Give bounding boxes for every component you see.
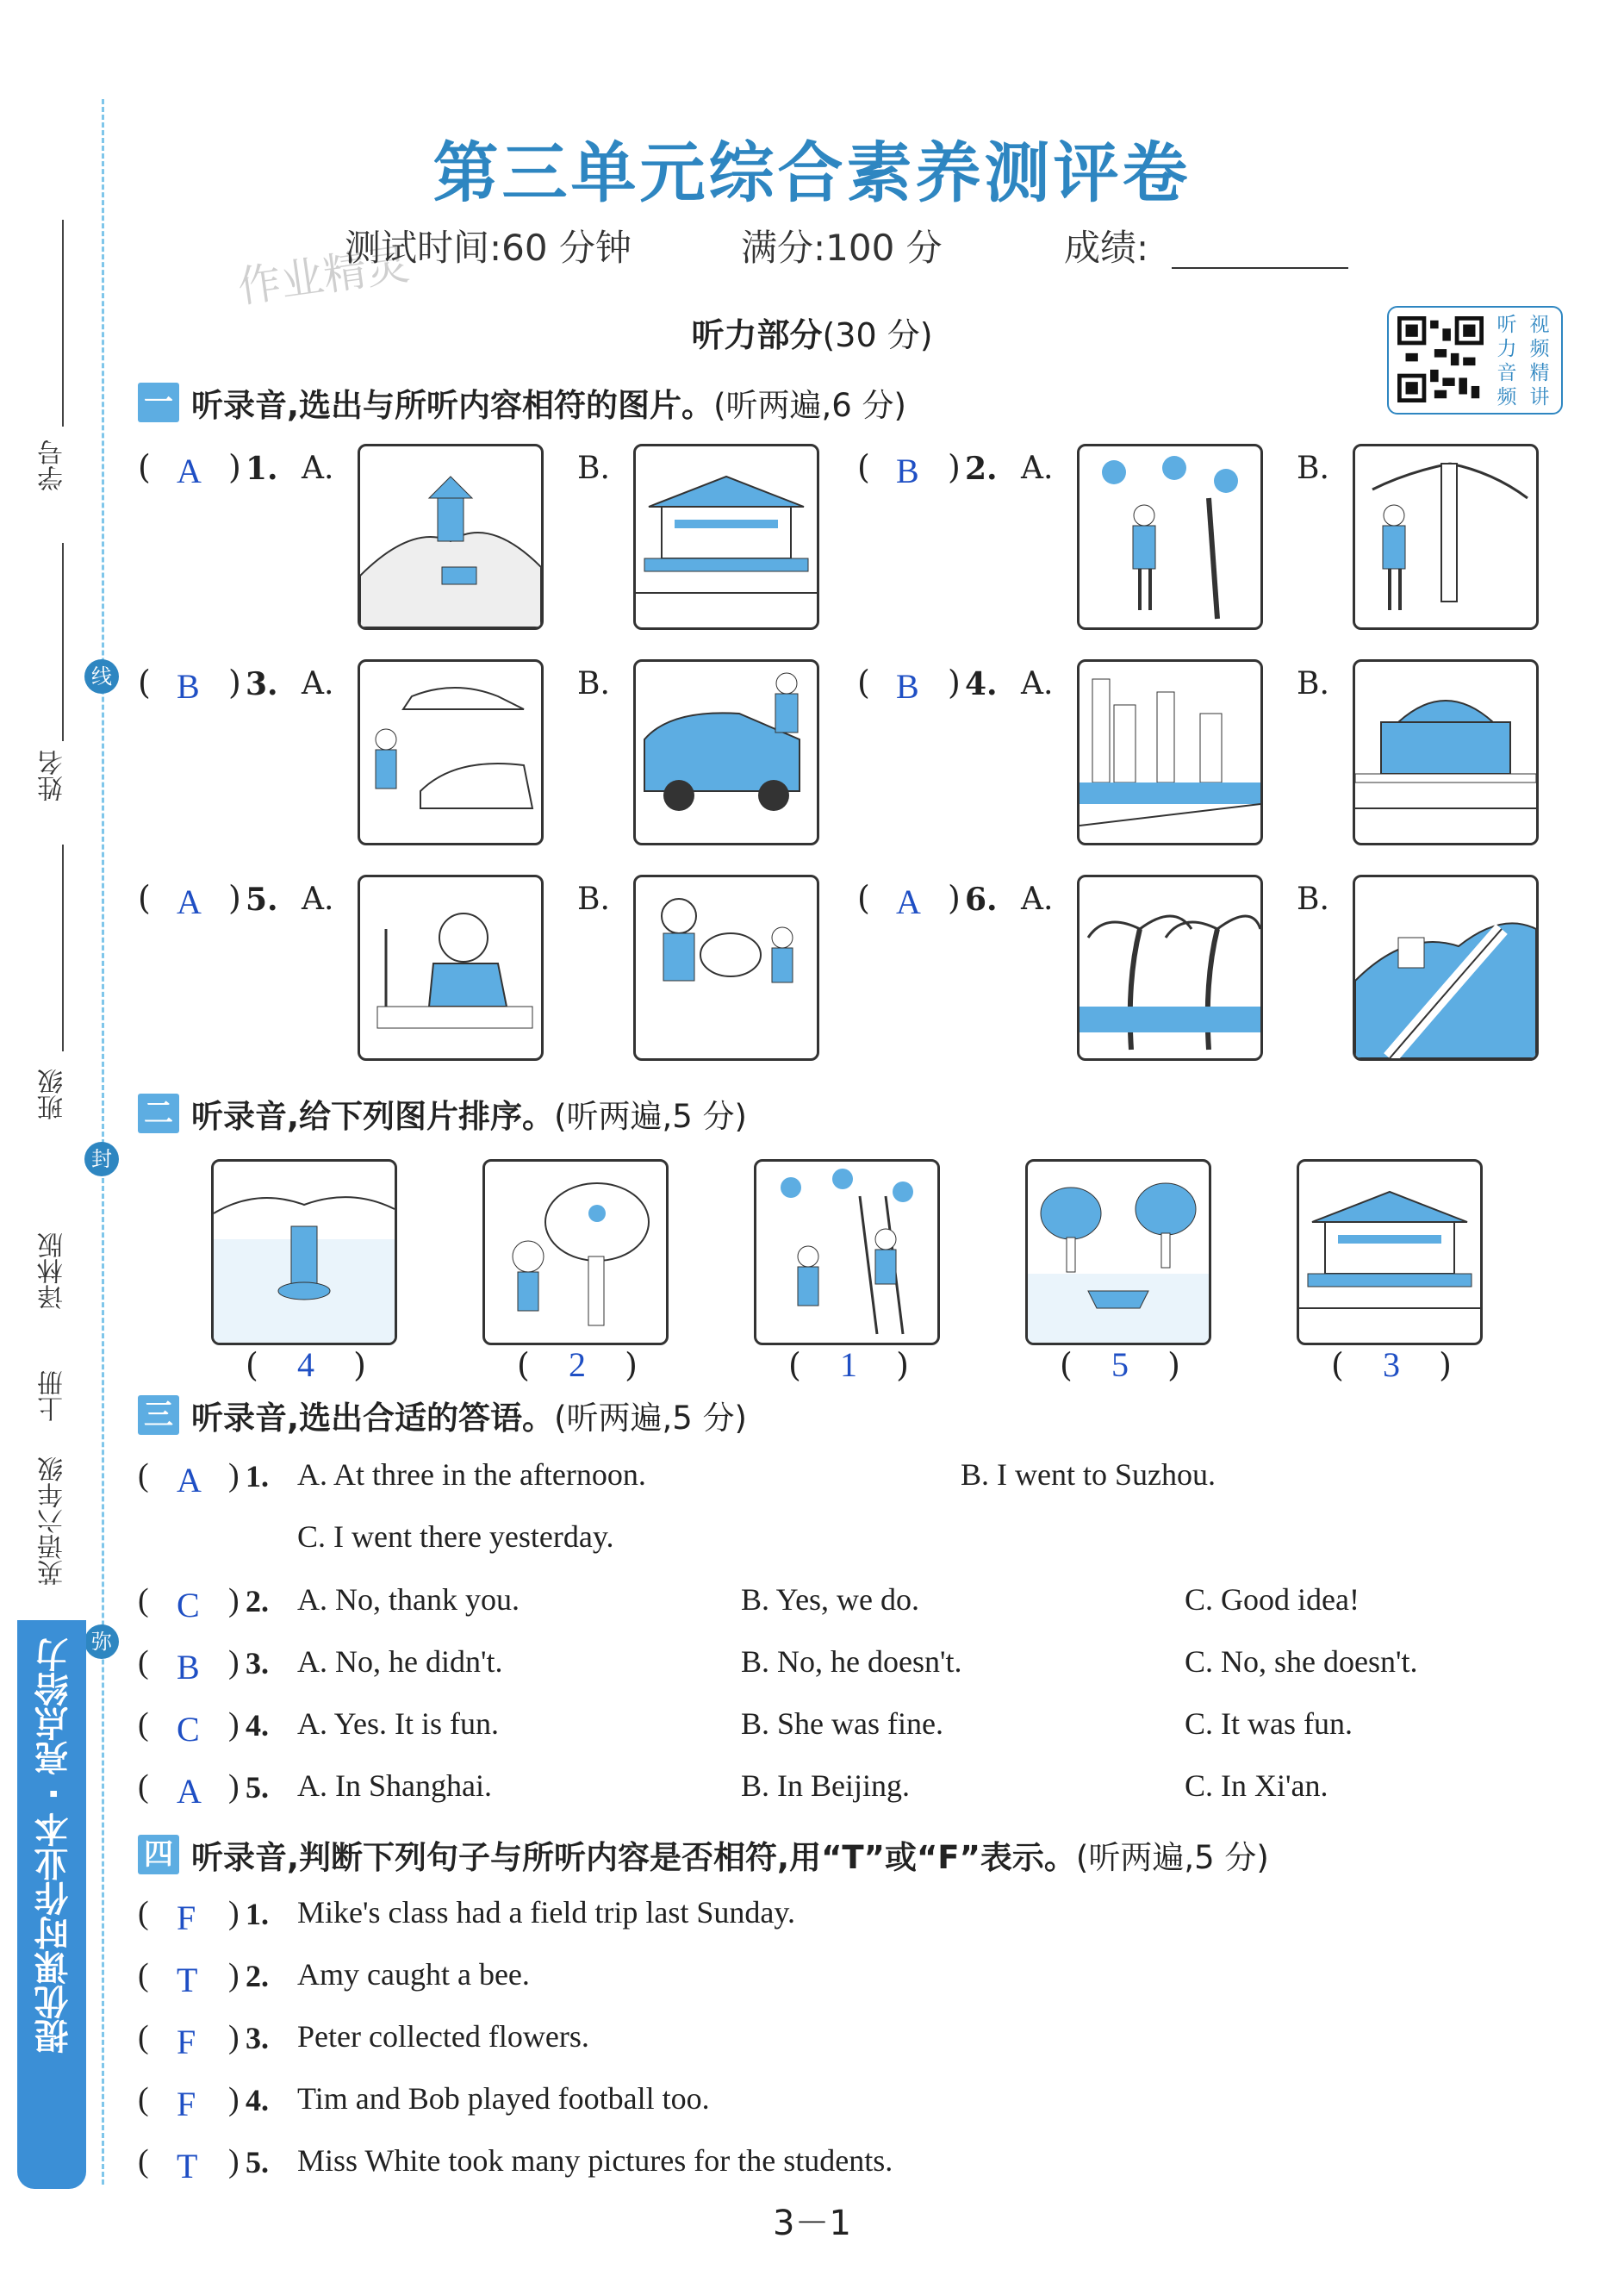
lake-pagoda-icon (214, 1162, 395, 1343)
question-number: 2. (246, 1959, 269, 1993)
question-number: 1. (246, 1897, 269, 1931)
section-badge: 四 (138, 1835, 179, 1874)
option-b-picture[interactable] (1353, 875, 1539, 1061)
name-label: 姓名 (38, 750, 68, 801)
brand-text: 提优课时作业本 · 亮点给力 (34, 1637, 74, 2054)
statement-text: Amy caught a bee. (297, 1957, 530, 1992)
qr-box[interactable] (1387, 306, 1563, 415)
option-b[interactable]: B. No, he doesn't. (741, 1644, 962, 1679)
section-3-header (138, 1392, 747, 1438)
tf-question (138, 2018, 1516, 2070)
option-b-label: B. (1297, 882, 1329, 917)
option-b[interactable]: B. In Beijing. (741, 1768, 910, 1803)
section-title: 听录音,判断下列句子与所听内容是否相符,用“T”或“F”表示。 (191, 1839, 1076, 1876)
option-b[interactable]: B. I went to Suzhou. (961, 1457, 1216, 1492)
section-badge: 一 (138, 383, 179, 422)
option-a-picture[interactable] (358, 875, 544, 1061)
option-c[interactable]: C. I went there yesterday. (297, 1519, 614, 1554)
museum-icon (1355, 662, 1536, 843)
paren-close: ) (625, 1345, 638, 1384)
class-label: 班级 (38, 1069, 68, 1120)
paren-open: ( (138, 2081, 149, 2117)
answer-paren-open: ( (138, 448, 151, 486)
question-number: 2. (246, 1584, 269, 1618)
section-badge: 三 (138, 1395, 179, 1435)
option-a[interactable]: A. At three in the afternoon. (297, 1457, 646, 1492)
paren-open: ( (138, 1895, 149, 1931)
order-answer-value[interactable]: 4 (297, 1345, 314, 1384)
answer-value[interactable]: F (177, 1899, 196, 1937)
question-number: 3. (246, 2021, 269, 2055)
paren-open: ( (246, 1345, 258, 1384)
answer-value[interactable]: B (896, 452, 919, 490)
qr-char: 音 (1496, 362, 1517, 384)
paren-close: ) (1167, 1345, 1180, 1384)
order-answer-value[interactable]: 1 (840, 1345, 857, 1384)
boating-icon (1028, 1162, 1209, 1343)
order-answer-value[interactable]: 2 (569, 1345, 586, 1384)
answer-value[interactable]: A (177, 1772, 202, 1811)
option-b-label: B. (577, 666, 610, 701)
question-number: 5. (246, 1770, 269, 1805)
tf-question (138, 1894, 1516, 1946)
question-number: 3. (246, 666, 278, 702)
option-a-label: A. (302, 882, 334, 917)
student-id-label: 学号 (38, 440, 68, 491)
answer-value[interactable]: A (177, 452, 202, 490)
answer-value[interactable]: C (177, 1586, 200, 1624)
paren-close: ) (228, 1582, 240, 1618)
question-number: 5. (246, 2145, 269, 2179)
score-label: 成绩: (1064, 227, 1149, 269)
answer-value[interactable]: B (177, 1648, 200, 1687)
section-note: (听两遍,6 分) (713, 387, 906, 424)
bund-skyline-icon (1080, 662, 1260, 843)
order-answer[interactable] (1060, 1344, 1180, 1385)
brand-banner (17, 1620, 86, 2189)
answer-paren-close: ) (948, 664, 961, 701)
picking-grapes-icon (1080, 446, 1260, 627)
answer-value[interactable]: B (177, 667, 200, 706)
response-question (138, 1581, 1516, 1633)
qr-label (1490, 313, 1556, 409)
answer-value[interactable]: C (177, 1710, 200, 1749)
option-a-picture[interactable] (358, 444, 544, 630)
option-a-label: A. (302, 451, 334, 486)
option-a-label: A. (1021, 666, 1054, 701)
paren-open: ( (138, 1957, 149, 1993)
paren-open: ( (138, 1644, 149, 1680)
paren-open: ( (138, 1768, 149, 1805)
paren-open: ( (788, 1345, 801, 1384)
section-note: (听两遍,5 分) (554, 1098, 747, 1135)
option-a-label: A. (1021, 882, 1054, 917)
page-number: 3－1 (773, 2204, 851, 2243)
question-number: 4. (246, 2083, 269, 2117)
statement-text: Mike's class had a field trip last Sunday. (297, 1895, 796, 1930)
watermark: 作业精灵 (234, 239, 413, 313)
option-c[interactable]: C. It was fun. (1185, 1706, 1353, 1741)
paren-open: ( (1331, 1345, 1344, 1384)
answer-paren-close: ) (948, 448, 961, 486)
paren-close: ) (896, 1345, 909, 1384)
page-title: 第三单元综合素养测评卷 (432, 134, 1192, 211)
answer-paren-open: ( (857, 664, 870, 701)
answer-value[interactable]: T (177, 1961, 198, 1999)
picking-apples-icon (1355, 446, 1536, 627)
mark-mi: 弥 (84, 1624, 119, 1659)
section-note: (听两遍,5 分) (554, 1400, 747, 1437)
option-b[interactable]: B. Yes, we do. (741, 1582, 920, 1617)
name-line (62, 845, 64, 1051)
section-1-header (138, 379, 906, 426)
part-title-text: 听力部分 (691, 316, 823, 354)
question-number: 6. (965, 882, 998, 918)
paren-open: ( (1060, 1345, 1073, 1384)
option-a-label: A. (1021, 451, 1054, 486)
option-a[interactable]: A. Yes. It is fun. (297, 1706, 500, 1741)
order-answer[interactable] (788, 1344, 909, 1385)
option-a-label: A. (302, 666, 334, 701)
order-picture (211, 1159, 397, 1345)
response-question (138, 1705, 1516, 1757)
paren-open: ( (138, 1582, 149, 1618)
qr-char: 频 (1496, 386, 1517, 408)
option-a-picture[interactable] (358, 659, 544, 845)
great-wall-icon (1355, 877, 1536, 1058)
tf-question (138, 2142, 1516, 2194)
part-title (0, 309, 1624, 356)
answer-value[interactable]: A (177, 882, 202, 921)
tf-question (138, 2080, 1516, 2132)
edition-label: 译林版 (38, 1232, 68, 1310)
paren-close: ) (228, 2143, 240, 2179)
option-a-picture[interactable] (1077, 444, 1263, 630)
paren-open: ( (138, 1706, 149, 1743)
statement-text: Peter collected flowers. (297, 2019, 589, 2054)
option-c[interactable]: C. No, she doesn't. (1185, 1644, 1418, 1679)
answer-value[interactable]: T (177, 2147, 198, 2185)
option-b-label: B. (577, 451, 610, 486)
option-b[interactable]: B. She was fine. (741, 1706, 943, 1741)
qr-char: 视 (1529, 314, 1550, 336)
option-a[interactable]: A. No, he didn't. (297, 1644, 503, 1679)
order-picture (482, 1159, 669, 1345)
statement-text: Tim and Bob played football too. (297, 2081, 710, 2116)
picture-question (138, 659, 853, 857)
paren-close: ) (1439, 1345, 1452, 1384)
answer-value[interactable]: B (896, 667, 919, 706)
full-score-label: 满分:100 分 (741, 227, 943, 269)
qr-char: 精 (1529, 362, 1550, 384)
option-b-picture[interactable] (633, 659, 819, 845)
picture-question (857, 875, 1572, 1073)
tf-question (138, 1956, 1516, 2008)
section-title: 听录音,给下列图片排序。 (191, 1098, 555, 1135)
response-question (138, 1643, 1516, 1695)
option-b-picture[interactable] (1353, 659, 1539, 845)
question-number: 1. (246, 1459, 269, 1493)
paren-open: ( (138, 1457, 149, 1493)
answer-paren-close: ) (228, 879, 241, 917)
answer-paren-close: ) (948, 879, 961, 917)
palace-icon (636, 446, 817, 627)
answer-value[interactable]: F (177, 2085, 196, 2123)
answer-paren-open: ( (857, 448, 870, 486)
answer-value[interactable]: F (177, 2023, 196, 2061)
qr-code-icon (1397, 316, 1484, 402)
question-number: 1. (246, 451, 278, 487)
option-b-label: B. (1297, 451, 1329, 486)
option-a-picture[interactable] (1077, 875, 1263, 1061)
answer-paren-open: ( (138, 879, 151, 917)
paren-open: ( (138, 2019, 149, 2055)
option-c[interactable]: C. Good idea! (1185, 1582, 1360, 1617)
answer-paren-open: ( (857, 879, 870, 917)
answer-paren-open: ( (138, 664, 151, 701)
car-show-icon (360, 662, 541, 843)
qr-char: 听 (1496, 314, 1517, 336)
option-a[interactable]: A. No, thank you. (297, 1582, 520, 1617)
order-answer[interactable] (246, 1344, 366, 1385)
picture-question (138, 875, 853, 1073)
picture-question (857, 444, 1572, 642)
paren-close: ) (228, 1768, 240, 1805)
qr-char: 力 (1496, 338, 1517, 360)
order-picture (754, 1159, 940, 1345)
score-blank[interactable] (1172, 267, 1348, 269)
paren-close: ) (228, 2019, 240, 2055)
grade-label: 英语六年级 (38, 1456, 68, 1586)
statement-text: Miss White took many pictures for the students. (297, 2143, 893, 2178)
paren-close: ) (228, 1457, 240, 1493)
order-answer[interactable] (1331, 1344, 1452, 1385)
mouse-tree-icon (485, 1162, 666, 1343)
order-answer-value[interactable]: 3 (1383, 1345, 1400, 1384)
fruit-picking-icon (756, 1162, 937, 1343)
boy-writing-icon (360, 877, 541, 1058)
answer-paren-close: ) (228, 664, 241, 701)
paren-close: ) (228, 2081, 240, 2117)
section-title: 听录音,选出合适的答语。 (191, 1400, 555, 1437)
paren-open: ( (138, 2143, 149, 2179)
palm-beach-icon (1080, 877, 1260, 1058)
order-answer[interactable] (517, 1344, 638, 1385)
section-4-header (138, 1831, 1269, 1878)
catching-butterflies-icon (636, 877, 817, 1058)
order-picture (1297, 1159, 1483, 1345)
response-question (138, 1456, 1516, 1554)
option-b-picture[interactable] (633, 875, 819, 1061)
question-number: 4. (965, 666, 998, 702)
palace-icon (1299, 1162, 1480, 1343)
paren-close: ) (353, 1345, 366, 1384)
paren-open: ( (517, 1345, 530, 1384)
section-title: 听录音,选出与所听内容相符的图片。 (191, 387, 714, 424)
section-note: (听两遍,5 分) (1075, 1839, 1269, 1876)
washing-car-icon (636, 662, 817, 843)
order-picture (1025, 1159, 1211, 1345)
qr-char: 频 (1529, 338, 1550, 360)
name-line-top (62, 543, 64, 741)
question-number: 2. (965, 451, 998, 487)
picture-question (138, 444, 853, 642)
question-number: 4. (246, 1708, 269, 1743)
question-number: 5. (246, 882, 278, 918)
pagoda-on-hill-icon (360, 446, 541, 627)
answer-value[interactable]: A (177, 1461, 202, 1500)
option-c[interactable]: C. In Xi'an. (1185, 1768, 1328, 1803)
option-b-picture[interactable] (1353, 444, 1539, 630)
answer-value[interactable]: A (896, 882, 921, 921)
paren-close: ) (228, 1957, 240, 1993)
paren-close: ) (228, 1706, 240, 1743)
order-answer-value[interactable]: 5 (1111, 1345, 1129, 1384)
picture-question (857, 659, 1572, 857)
paren-close: ) (228, 1644, 240, 1680)
volume-label: 上册 (38, 1370, 68, 1422)
option-a[interactable]: A. In Shanghai. (297, 1768, 492, 1803)
qr-char: 讲 (1529, 386, 1550, 408)
section-badge: 二 (138, 1094, 179, 1133)
option-a-picture[interactable] (1077, 659, 1263, 845)
question-number: 3. (246, 1646, 269, 1680)
option-b-label: B. (577, 882, 610, 917)
mark-feng: 封 (84, 1142, 119, 1176)
section-2-header (138, 1090, 747, 1137)
mark-xian: 线 (84, 659, 119, 694)
option-b-label: B. (1297, 666, 1329, 701)
paren-close: ) (228, 1895, 240, 1931)
answer-paren-close: ) (228, 448, 241, 486)
time-label: 测试时间:60 分钟 (345, 227, 632, 269)
option-b-picture[interactable] (633, 444, 819, 630)
part-points: (30 分) (822, 316, 933, 354)
response-question (138, 1768, 1516, 1819)
